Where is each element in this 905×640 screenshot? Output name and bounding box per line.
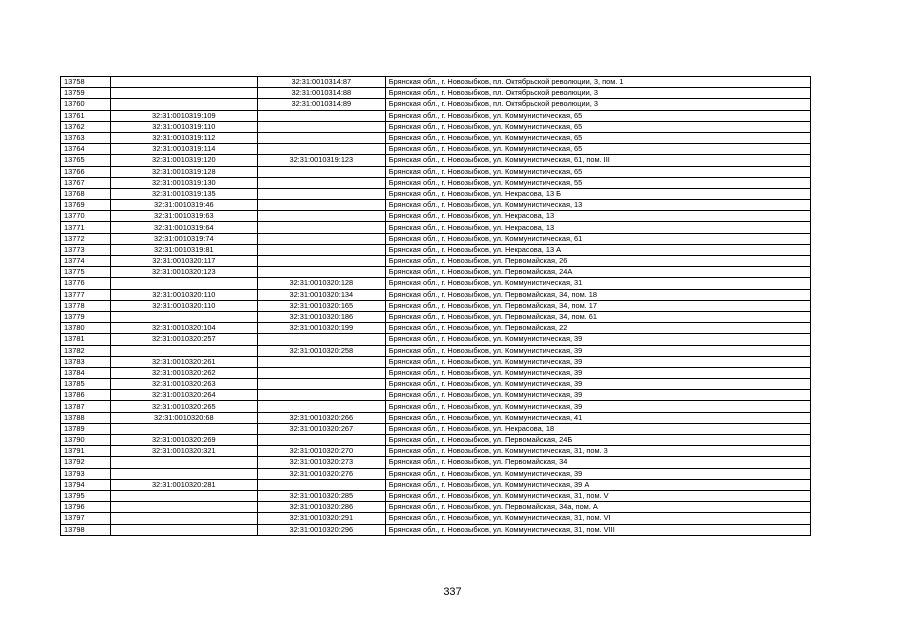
- table-row: [61, 334, 811, 345]
- building-number-cell: [257, 401, 385, 412]
- land-parcel-number-cell: 32:31:0010320:321: [110, 446, 257, 457]
- row-number-cell: 13760: [61, 99, 111, 110]
- building-number-cell: [257, 132, 385, 143]
- table-row: [61, 99, 811, 110]
- building-number-cell: [257, 256, 385, 267]
- row-number-cell: 13793: [61, 468, 111, 479]
- address-cell: Брянская обл., г. Новозыбков, ул. Коммунистическая, 65: [385, 121, 810, 132]
- address-cell: Брянская обл., г. Новозыбков, ул. Первомайская, 34а, пом. А: [385, 502, 810, 513]
- row-number-cell: 13769: [61, 200, 111, 211]
- row-number-cell: 13773: [61, 244, 111, 255]
- table-row: [61, 490, 811, 501]
- address-cell: Брянская обл., г. Новозыбков, ул. Коммунистическая, 13: [385, 200, 810, 211]
- address-cell: Брянская обл., г. Новозыбков, ул. Коммунистическая, 31, пом. VIII: [385, 524, 810, 535]
- table-row: [61, 345, 811, 356]
- row-number-cell: 13778: [61, 300, 111, 311]
- row-number-cell: 13795: [61, 490, 111, 501]
- row-number-cell: 13789: [61, 423, 111, 434]
- building-number-cell: [257, 121, 385, 132]
- building-number-cell: 32:31:0010320:128: [257, 278, 385, 289]
- address-cell: Брянская обл., г. Новозыбков, ул. Некрасова, 13: [385, 211, 810, 222]
- row-number-cell: 13784: [61, 367, 111, 378]
- table-row: [61, 200, 811, 211]
- address-cell: Брянская обл., г. Новозыбков, ул. Коммунистическая, 31, пом. 3: [385, 446, 810, 457]
- building-number-cell: 32:31:0010320:186: [257, 311, 385, 322]
- row-number-cell: 13775: [61, 267, 111, 278]
- table-row: [61, 479, 811, 490]
- table-row: [61, 412, 811, 423]
- address-cell: Брянская обл., г. Новозыбков, ул. Коммунистическая, 41: [385, 412, 810, 423]
- table-row: [61, 356, 811, 367]
- row-number-cell: 13781: [61, 334, 111, 345]
- building-number-cell: [257, 200, 385, 211]
- land-parcel-number-cell: 32:31:0010320:265: [110, 401, 257, 412]
- row-number-cell: 13764: [61, 144, 111, 155]
- table-row: [61, 222, 811, 233]
- address-cell: Брянская обл., г. Новозыбков, ул. Коммунистическая, 31, пом. V: [385, 490, 810, 501]
- table-row: [61, 144, 811, 155]
- building-number-cell: [257, 188, 385, 199]
- address-cell: Брянская обл., г. Новозыбков, ул. Коммунистическая, 65: [385, 110, 810, 121]
- building-number-cell: 32:31:0010320:270: [257, 446, 385, 457]
- row-number-cell: 13797: [61, 513, 111, 524]
- land-parcel-number-cell: [110, 423, 257, 434]
- address-cell: Брянская обл., г. Новозыбков, ул. Первомайская, 24Б: [385, 435, 810, 446]
- address-cell: Брянская обл., г. Новозыбков, ул. Первомайская, 34: [385, 457, 810, 468]
- cadastral-table: [60, 76, 811, 536]
- land-parcel-number-cell: 32:31:0010319:135: [110, 188, 257, 199]
- table-row: [61, 278, 811, 289]
- land-parcel-number-cell: [110, 345, 257, 356]
- building-number-cell: 32:31:0010320:267: [257, 423, 385, 434]
- building-number-cell: [257, 390, 385, 401]
- address-cell: Брянская обл., г. Новозыбков, ул. Коммунистическая, 39: [385, 379, 810, 390]
- row-number-cell: 13790: [61, 435, 111, 446]
- land-parcel-number-cell: 32:31:0010320:262: [110, 367, 257, 378]
- land-parcel-number-cell: 32:31:0010319:130: [110, 177, 257, 188]
- address-cell: Брянская обл., г. Новозыбков, ул. Коммунистическая, 39: [385, 367, 810, 378]
- building-number-cell: [257, 110, 385, 121]
- building-number-cell: 32:31:0010320:273: [257, 457, 385, 468]
- land-parcel-number-cell: [110, 468, 257, 479]
- row-number-cell: 13788: [61, 412, 111, 423]
- address-cell: Брянская обл., г. Новозыбков, ул. Коммунистическая, 39: [385, 356, 810, 367]
- row-number-cell: 13763: [61, 132, 111, 143]
- land-parcel-number-cell: 32:31:0010320:264: [110, 390, 257, 401]
- row-number-cell: 13785: [61, 379, 111, 390]
- building-number-cell: [257, 144, 385, 155]
- table-row: [61, 211, 811, 222]
- land-parcel-number-cell: 32:31:0010320:269: [110, 435, 257, 446]
- table-row: [61, 379, 811, 390]
- table-row: [61, 177, 811, 188]
- building-number-cell: 32:31:0010319:123: [257, 155, 385, 166]
- land-parcel-number-cell: 32:31:0010319:109: [110, 110, 257, 121]
- table-row: [61, 524, 811, 535]
- row-number-cell: 13786: [61, 390, 111, 401]
- building-number-cell: [257, 244, 385, 255]
- table-row: [61, 311, 811, 322]
- table-row: [61, 188, 811, 199]
- table-row: [61, 323, 811, 334]
- address-cell: Брянская обл., г. Новозыбков, ул. Коммунистическая, 39: [385, 468, 810, 479]
- table-row: [61, 435, 811, 446]
- address-cell: Брянская обл., г. Новозыбков, ул. Первомайская, 34, пом. 17: [385, 300, 810, 311]
- row-number-cell: 13777: [61, 289, 111, 300]
- row-number-cell: 13762: [61, 121, 111, 132]
- row-number-cell: 13794: [61, 479, 111, 490]
- address-cell: Брянская обл., г. Новозыбков, ул. Некрасова, 18: [385, 423, 810, 434]
- land-parcel-number-cell: 32:31:0010319:63: [110, 211, 257, 222]
- land-parcel-number-cell: 32:31:0010320:104: [110, 323, 257, 334]
- land-parcel-number-cell: 32:31:0010319:112: [110, 132, 257, 143]
- building-number-cell: [257, 356, 385, 367]
- row-number-cell: 13758: [61, 77, 111, 88]
- row-number-cell: 13759: [61, 88, 111, 99]
- address-cell: Брянская обл., г. Новозыбков, ул. Первомайская, 24А: [385, 267, 810, 278]
- building-number-cell: [257, 379, 385, 390]
- building-number-cell: 32:31:0010320:291: [257, 513, 385, 524]
- address-cell: Брянская обл., г. Новозыбков, ул. Коммунистическая, 55: [385, 177, 810, 188]
- land-parcel-number-cell: [110, 513, 257, 524]
- address-cell: Брянская обл., г. Новозыбков, ул. Коммунистическая, 65: [385, 166, 810, 177]
- building-number-cell: [257, 233, 385, 244]
- land-parcel-number-cell: [110, 88, 257, 99]
- table-row: [61, 155, 811, 166]
- table-row: [61, 121, 811, 132]
- address-cell: Брянская обл., г. Новозыбков, ул. Коммунистическая, 65: [385, 144, 810, 155]
- building-number-cell: [257, 479, 385, 490]
- building-number-cell: [257, 177, 385, 188]
- address-cell: Брянская обл., г. Новозыбков, ул. Коммунистическая, 31, пом. VI: [385, 513, 810, 524]
- land-parcel-number-cell: 32:31:0010320:117: [110, 256, 257, 267]
- row-number-cell: 13765: [61, 155, 111, 166]
- row-number-cell: 13768: [61, 188, 111, 199]
- row-number-cell: 13766: [61, 166, 111, 177]
- row-number-cell: 13772: [61, 233, 111, 244]
- building-number-cell: 32:31:0010314:89: [257, 99, 385, 110]
- land-parcel-number-cell: 32:31:0010320:281: [110, 479, 257, 490]
- table-row: [61, 401, 811, 412]
- address-cell: Брянская обл., г. Новозыбков, пл. Октябрьской революции, 3: [385, 88, 810, 99]
- address-cell: Брянская обл., г. Новозыбков, ул. Коммунистическая, 65: [385, 132, 810, 143]
- land-parcel-number-cell: [110, 502, 257, 513]
- row-number-cell: 13774: [61, 256, 111, 267]
- land-parcel-number-cell: 32:31:0010320:263: [110, 379, 257, 390]
- row-number-cell: 13787: [61, 401, 111, 412]
- land-parcel-number-cell: 32:31:0010319:74: [110, 233, 257, 244]
- row-number-cell: 13782: [61, 345, 111, 356]
- table-row: [61, 166, 811, 177]
- building-number-cell: [257, 267, 385, 278]
- table-row: [61, 233, 811, 244]
- table-row: [61, 244, 811, 255]
- building-number-cell: 32:31:0010320:286: [257, 502, 385, 513]
- building-number-cell: 32:31:0010320:165: [257, 300, 385, 311]
- land-parcel-number-cell: [110, 524, 257, 535]
- building-number-cell: [257, 211, 385, 222]
- table-row: [61, 300, 811, 311]
- building-number-cell: [257, 166, 385, 177]
- building-number-cell: 32:31:0010314:88: [257, 88, 385, 99]
- address-cell: Брянская обл., г. Новозыбков, ул. Коммунистическая, 39: [385, 345, 810, 356]
- table-row: [61, 267, 811, 278]
- land-parcel-number-cell: 32:31:0010319:81: [110, 244, 257, 255]
- address-cell: Брянская обл., г. Новозыбков, ул. Коммунистическая, 39: [385, 401, 810, 412]
- land-parcel-number-cell: [110, 490, 257, 501]
- land-parcel-number-cell: [110, 278, 257, 289]
- building-number-cell: 32:31:0010320:266: [257, 412, 385, 423]
- building-number-cell: [257, 367, 385, 378]
- address-cell: Брянская обл., г. Новозыбков, пл. Октябрьской революции, 3, пом. 1: [385, 77, 810, 88]
- row-number-cell: 13761: [61, 110, 111, 121]
- row-number-cell: 13796: [61, 502, 111, 513]
- building-number-cell: [257, 334, 385, 345]
- land-parcel-number-cell: 32:31:0010319:128: [110, 166, 257, 177]
- table-row: [61, 367, 811, 378]
- address-cell: Брянская обл., г. Новозыбков, ул. Первомайская, 26: [385, 256, 810, 267]
- table-row: [61, 256, 811, 267]
- building-number-cell: 32:31:0010320:199: [257, 323, 385, 334]
- address-cell: Брянская обл., г. Новозыбков, ул. Некрасова, 13: [385, 222, 810, 233]
- land-parcel-number-cell: 32:31:0010320:110: [110, 300, 257, 311]
- building-number-cell: 32:31:0010320:134: [257, 289, 385, 300]
- land-parcel-number-cell: 32:31:0010319:110: [110, 121, 257, 132]
- table-row: [61, 132, 811, 143]
- table-row: [61, 457, 811, 468]
- address-cell: Брянская обл., г. Новозыбков, ул. Коммунистическая, 39: [385, 390, 810, 401]
- table-body: [61, 77, 811, 536]
- land-parcel-number-cell: 32:31:0010320:257: [110, 334, 257, 345]
- land-parcel-number-cell: [110, 457, 257, 468]
- row-number-cell: 13783: [61, 356, 111, 367]
- row-number-cell: 13770: [61, 211, 111, 222]
- address-cell: Брянская обл., г. Новозыбков, ул. Некрасова, 13 А: [385, 244, 810, 255]
- address-cell: Брянская обл., г. Новозыбков, ул. Коммунистическая, 61: [385, 233, 810, 244]
- building-number-cell: 32:31:0010320:296: [257, 524, 385, 535]
- building-number-cell: [257, 435, 385, 446]
- land-parcel-number-cell: 32:31:0010320:123: [110, 267, 257, 278]
- row-number-cell: 13767: [61, 177, 111, 188]
- row-number-cell: 13798: [61, 524, 111, 535]
- land-parcel-number-cell: 32:31:0010319:120: [110, 155, 257, 166]
- table-row: [61, 390, 811, 401]
- building-number-cell: [257, 222, 385, 233]
- table-row: [61, 289, 811, 300]
- table-row: [61, 110, 811, 121]
- table-row: [61, 423, 811, 434]
- address-cell: Брянская обл., г. Новозыбков, ул. Первомайская, 34, пом. 18: [385, 289, 810, 300]
- table-row: [61, 446, 811, 457]
- page-number: 337: [443, 586, 462, 598]
- land-parcel-number-cell: 32:31:0010320:110: [110, 289, 257, 300]
- land-parcel-number-cell: 32:31:0010319:114: [110, 144, 257, 155]
- row-number-cell: 13771: [61, 222, 111, 233]
- address-cell: Брянская обл., г. Новозыбков, ул. Коммунистическая, 39: [385, 334, 810, 345]
- land-parcel-number-cell: [110, 77, 257, 88]
- row-number-cell: 13792: [61, 457, 111, 468]
- address-cell: Брянская обл., г. Новозыбков, пл. Октябрьской революции, 3: [385, 99, 810, 110]
- building-number-cell: 32:31:0010314:87: [257, 77, 385, 88]
- table-row: [61, 513, 811, 524]
- address-cell: Брянская обл., г. Новозыбков, ул. Коммунистическая, 61, пом. III: [385, 155, 810, 166]
- land-parcel-number-cell: 32:31:0010320:68: [110, 412, 257, 423]
- table-row: [61, 502, 811, 513]
- row-number-cell: 13780: [61, 323, 111, 334]
- land-parcel-number-cell: [110, 99, 257, 110]
- address-cell: Брянская обл., г. Новозыбков, ул. Некрасова, 13 Б: [385, 188, 810, 199]
- building-number-cell: 32:31:0010320:258: [257, 345, 385, 356]
- address-cell: Брянская обл., г. Новозыбков, ул. Первомайская, 22: [385, 323, 810, 334]
- table-row: [61, 88, 811, 99]
- land-parcel-number-cell: [110, 311, 257, 322]
- address-cell: Брянская обл., г. Новозыбков, ул. Коммунистическая, 39 А: [385, 479, 810, 490]
- row-number-cell: 13779: [61, 311, 111, 322]
- land-parcel-number-cell: 32:31:0010319:64: [110, 222, 257, 233]
- table-row: [61, 468, 811, 479]
- building-number-cell: 32:31:0010320:276: [257, 468, 385, 479]
- row-number-cell: 13791: [61, 446, 111, 457]
- table-row: [61, 77, 811, 88]
- land-parcel-number-cell: 32:31:0010319:46: [110, 200, 257, 211]
- building-number-cell: 32:31:0010320:285: [257, 490, 385, 501]
- land-parcel-number-cell: 32:31:0010320:261: [110, 356, 257, 367]
- row-number-cell: 13776: [61, 278, 111, 289]
- address-cell: Брянская обл., г. Новозыбков, ул. Первомайская, 34, пом. 61: [385, 311, 810, 322]
- address-cell: Брянская обл., г. Новозыбков, ул. Коммунистическая, 31: [385, 278, 810, 289]
